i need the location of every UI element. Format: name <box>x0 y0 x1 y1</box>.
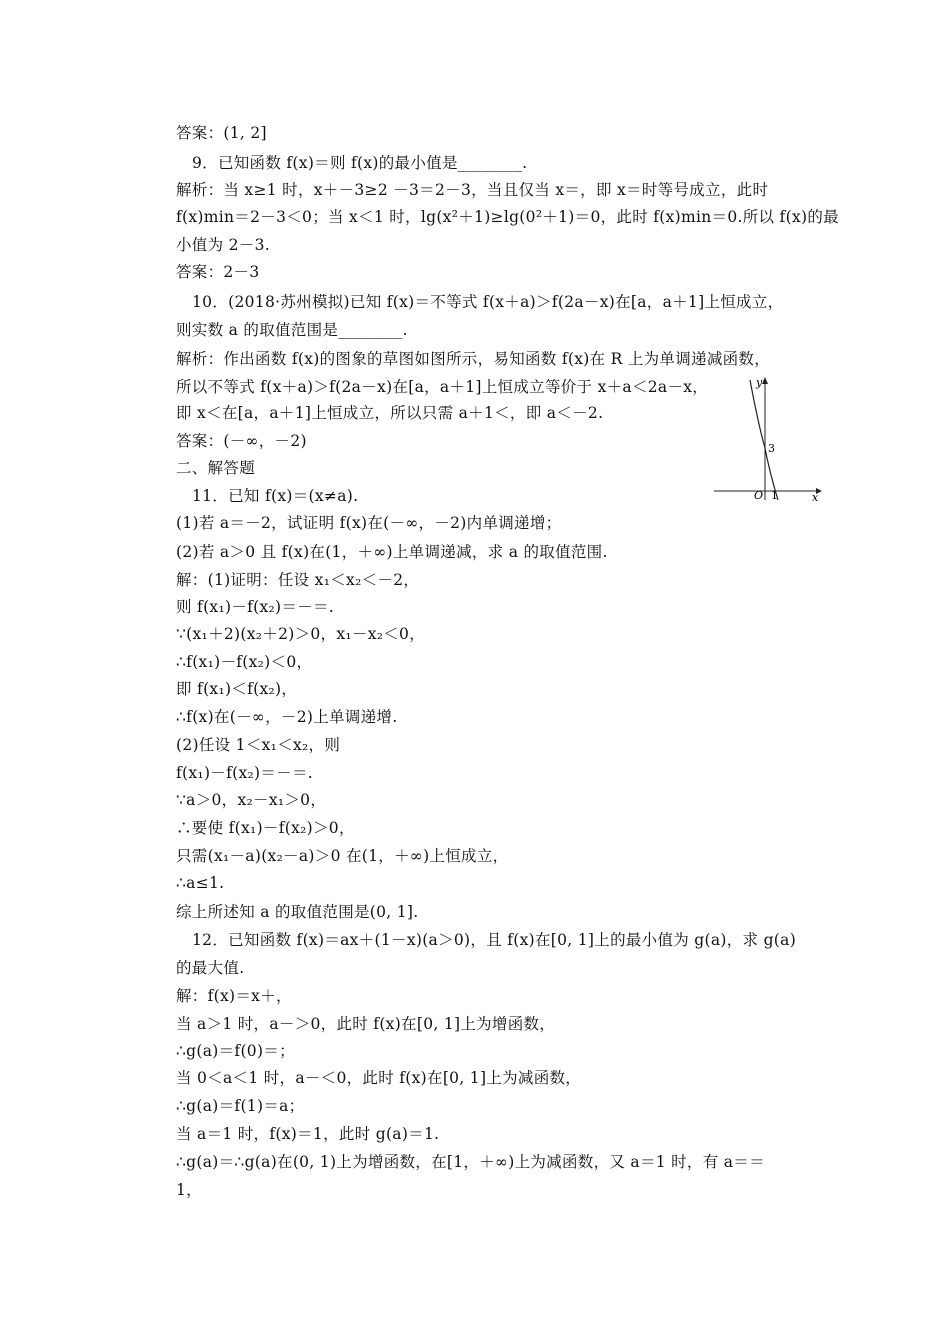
y-tick-label: 3 <box>768 442 775 455</box>
solution-12-line-3: ∴g(a)＝f(0)＝； <box>176 1042 295 1060</box>
solution-11-line-12: ∴a≤1. <box>176 874 225 892</box>
question-12-line-2: 的最大值. <box>176 959 245 977</box>
solution-11-line-7: (2)任设 1＜x₁＜x₂，则 <box>176 736 341 754</box>
solution-11-line-11: 只需(x₁－a)(x₂－a)＞0 在(1，＋∞)上恒成立， <box>176 847 509 865</box>
solution-11-line-8: f(x₁)－f(x₂)＝－＝. <box>176 764 313 782</box>
solution-9-line-2: f(x)min＝2－3＜0；当 x＜1 时，lg(x²＋1)≥lg(0²＋1)＝0，此时 f(x)min＝0.所以 f(x)的最 <box>176 208 839 226</box>
question-11: 11．已知 f(x)＝(x≠a). <box>192 487 359 505</box>
solution-11-line-2: 则 f(x₁)－f(x₂)＝－＝. <box>176 598 335 616</box>
section-heading: 二、解答题 <box>176 459 256 477</box>
solution-10-line-2: 所以不等式 f(x＋a)＞f(2a－x)在[a，a＋1]上恒成立等价于 x＋a＜2a－x， <box>176 378 709 396</box>
function-graph-figure <box>712 372 832 502</box>
solution-11-line-13: 综上所述知 a 的取值范围是(0, 1]. <box>176 903 419 921</box>
solution-11-line-6: ∴f(x)在(－∞，－2)上单调递增. <box>176 708 398 726</box>
solution-9-line-1: 解析：当 x≥1 时，x＋－3≥2 －3＝2－3，当且仅当 x＝，即 x＝时等号成立，此时 <box>176 181 769 199</box>
y-axis-label: y <box>756 376 763 389</box>
question-12-line-1: 12．已知函数 f(x)＝ax＋(1－x)(a＞0)，且 f(x)在[0, 1]上的最小值为 g(a)，求 g(a) <box>192 931 797 949</box>
solution-12-line-2: 当 a＞1 时，a－＞0，此时 f(x)在[0, 1]上为增函数， <box>176 1015 556 1033</box>
y-axis-arrow-icon <box>762 377 768 384</box>
solution-11-line-5: 即 f(x₁)＜f(x₂)， <box>176 680 298 698</box>
solution-11-line-1: 解：(1)证明：任设 x₁＜x₂＜－2， <box>176 571 420 589</box>
solution-10-line-1: 解析：作出函数 f(x)的图象的草图如图所示，易知函数 f(x)在 R 上为单调递减函数， <box>176 350 771 368</box>
answer-9: 答案：2－3 <box>176 263 260 281</box>
question-9: 9．已知函数 f(x)＝则 f(x)的最小值是________. <box>192 154 528 172</box>
answer-10: 答案：(－∞，－2) <box>176 432 307 450</box>
x-tick-label: 1 <box>771 489 778 502</box>
solution-10-line-3: 即 x＜在[a，a＋1]上恒成立，所以只需 a＋1＜，即 a＜－2. <box>176 404 604 422</box>
solution-11-line-10: ∴要使 f(x₁)－f(x₂)＞0， <box>176 819 355 837</box>
question-10-line-1: 10．(2018·苏州模拟)已知 f(x)＝不等式 f(x＋a)＞f(2a－x)在[a，a＋1]上恒成立， <box>192 293 784 311</box>
solution-12-line-8: 1， <box>176 1181 202 1199</box>
solution-11-line-3: ∵(x₁＋2)(x₂＋2)＞0，x₁－x₂＜0， <box>176 625 426 643</box>
solution-11-line-4: ∴f(x₁)－f(x₂)＜0， <box>176 653 313 671</box>
solution-12-line-4: 当 0＜a＜1 时，a－＜0，此时 f(x)在[0, 1]上为减函数， <box>176 1069 582 1087</box>
question-11-part-1: (1)若 a＝－2，试证明 f(x)在(－∞，－2)内单调递增； <box>176 514 562 532</box>
function-curve <box>750 380 778 500</box>
solution-12-line-5: ∴g(a)＝f(1)＝a； <box>176 1097 305 1115</box>
solution-12-line-7: ∴g(a)＝∴g(a)在(0, 1)上为增函数，在[1，＋∞)上为减函数，又 a＝1 时，有 a＝＝ <box>176 1153 765 1171</box>
solution-12-line-6: 当 a＝1 时，f(x)＝1，此时 g(a)＝1. <box>176 1125 440 1143</box>
question-10-line-2: 则实数 a 的取值范围是________. <box>176 321 408 339</box>
answer-8: 答案：(1, 2] <box>176 124 267 142</box>
x-axis-label: x <box>812 491 819 502</box>
question-11-part-2: (2)若 a＞0 且 f(x)在(1，＋∞)上单调递减，求 a 的取值范围. <box>176 543 608 561</box>
origin-label: O <box>754 489 764 502</box>
solution-9-line-3: 小值为 2－3. <box>176 236 270 254</box>
solution-12-line-1: 解：f(x)＝x＋， <box>176 987 292 1005</box>
solution-11-line-9: ∵a＞0，x₂－x₁＞0， <box>176 791 327 809</box>
